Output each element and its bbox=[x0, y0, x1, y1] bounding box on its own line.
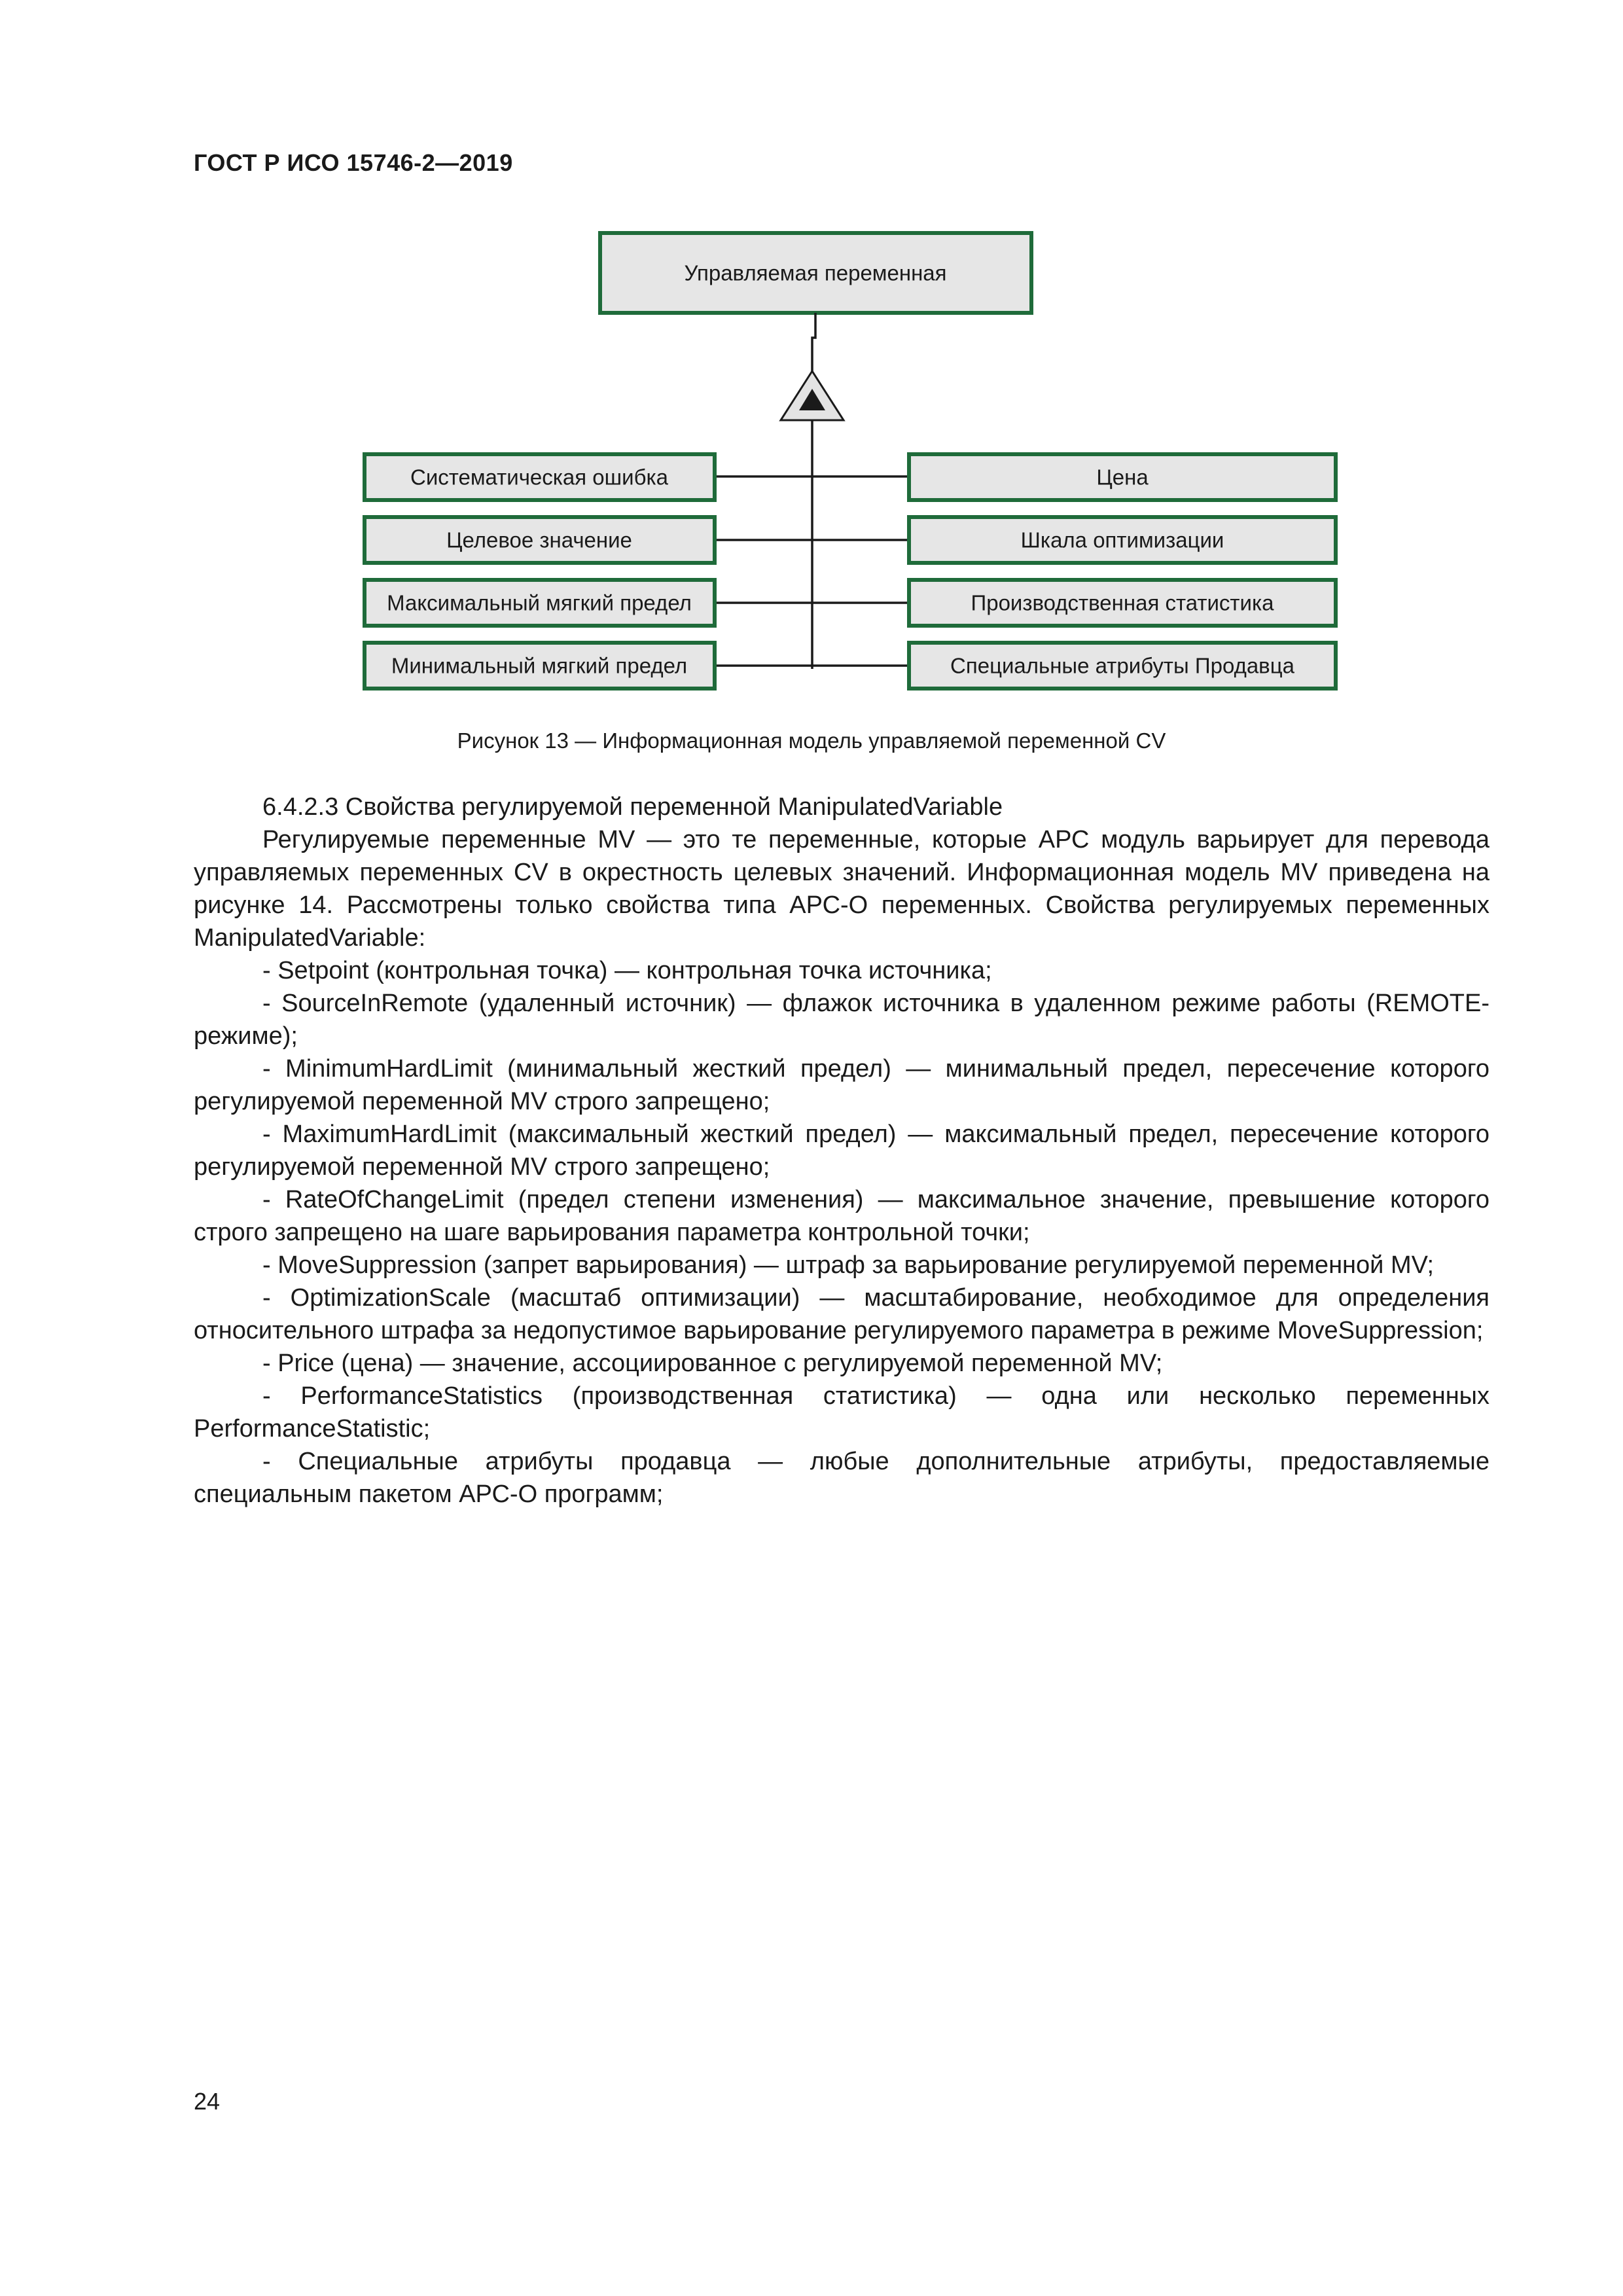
figure-caption: Рисунок 13 — Информационная модель управляемой переменной CV bbox=[457, 728, 1166, 753]
diagram-box-target-value bbox=[365, 517, 715, 563]
document-header: ГОСТ Р ИСО 15746-2—2019 bbox=[194, 149, 513, 176]
section-title: 6.4.2.3 Свойства регулируемой переменной ManipulatedVariable bbox=[262, 793, 1003, 821]
page-number: 24 bbox=[194, 2088, 221, 2115]
diagram-box-max-soft-limit bbox=[365, 580, 715, 626]
intro-paragraph: Регулируемые переменные MV — это те переменные, которые АРС модуль варьирует для перевода управляемых переменных CV в окрестность целевых значений. Информационная модель MV приведена на рисунке 14. Рассмотрены только свойства типа АРС-О переменных. Свойства регулируемых переменных ManipulatedVariable: bbox=[194, 826, 1489, 952]
list-item: - PerformanceStatistics (производственная статистика) — одна или несколько переменных PerformanceStatistic; bbox=[194, 1382, 1489, 1443]
list-item: - MoveSuppression (запрет варьирования) — штраф за варьирование регулируемой переменной MV; bbox=[262, 1251, 1435, 1279]
diagram-box-systematic-error bbox=[365, 454, 715, 500]
diagram-box-label: Цена bbox=[1096, 465, 1149, 490]
body-text bbox=[194, 791, 1489, 1511]
diagram-box-label: Специальные атрибуты Продавца bbox=[950, 653, 1294, 678]
diagram-box-label: Шкала оптимизации bbox=[1020, 528, 1224, 552]
list-item: - MinimumHardLimit (минимальный жесткий предел) — минимальный предел, пересечение которого регулируемой переменной MV строго запрещено; bbox=[194, 1055, 1489, 1115]
information-model-diagram bbox=[0, 0, 1623, 726]
diagram-box-optimization-scale bbox=[909, 517, 1336, 563]
diagram-box-min-soft-limit bbox=[365, 643, 715, 689]
diagram-box-label: Максимальный мягкий предел bbox=[387, 590, 692, 615]
list-item: - OptimizationScale (масштаб оптимизации) — масштабирование, необходимое для определения относительного штрафа за недопустимое варьирование регулируемого параметра в режиме MoveSuppression; bbox=[194, 1284, 1489, 1344]
diagram-box-price bbox=[909, 454, 1336, 500]
list-item: - RateOfChangeLimit (предел степени изменения) — максимальное значение, превышение которого строго запрещено на шаге варьирования параметра контрольной точки; bbox=[194, 1186, 1489, 1246]
list-item: - SourceInRemote (удаленный источник) — флажок источника в удаленном режиме работы (REMOTE-режиме); bbox=[194, 990, 1489, 1050]
diagram-box-label: Целевое значение bbox=[446, 528, 632, 552]
diagram-box-vendor-attributes bbox=[909, 643, 1336, 689]
list-item: - Специальные атрибуты продавца — любые дополнительные атрибуты, предоставляемые специальным пакетом АРС-О программ; bbox=[194, 1448, 1489, 1508]
list-item: - Setpoint (контрольная точка) — контрольная точка источника; bbox=[262, 957, 992, 984]
diagram-box-label: Производственная статистика bbox=[971, 590, 1274, 615]
list-item: - MaximumHardLimit (максимальный жесткий предел) — максимальный предел, пересечение которого регулируемой переменной MV строго запрещено; bbox=[194, 1121, 1489, 1181]
list-item: - Price (цена) — значение, ассоциированное с регулируемой переменной MV; bbox=[262, 1350, 1163, 1377]
diagram-box-label: Систематическая ошибка bbox=[410, 465, 669, 490]
diagram-box-controlled-variable bbox=[600, 233, 1031, 313]
diagram-box-label: Управляемая переменная bbox=[684, 260, 947, 285]
diagram-box-label: Минимальный мягкий предел bbox=[391, 653, 688, 678]
diagram-box-performance-statistics bbox=[909, 580, 1336, 626]
generalization-line bbox=[812, 313, 815, 373]
